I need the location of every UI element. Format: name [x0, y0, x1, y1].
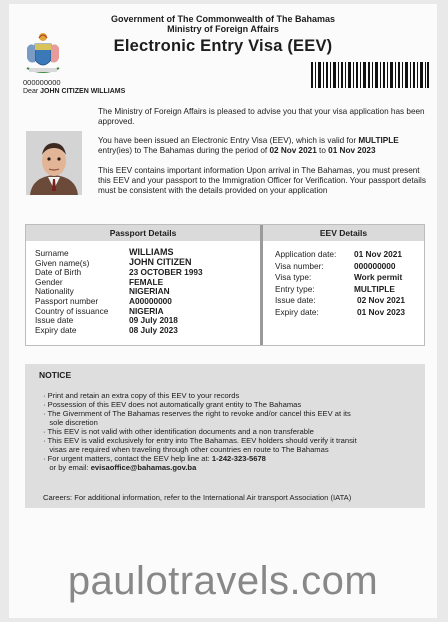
eev-details-heading: EEV Details [263, 225, 424, 241]
validity-text-2: entry(ies) to The Bahamas during the period of [98, 146, 270, 155]
passport-value-issue-date: 09 July 2018 [129, 315, 178, 326]
passport-label-surname: Surname [35, 248, 69, 258]
details-table [25, 224, 425, 346]
email-address: evisaoffice@bahamas.gov.ba [90, 463, 197, 472]
portrait-icon [26, 131, 82, 195]
eev-value-issue-date: 02 Nov 2021 [357, 295, 405, 305]
passport-label-given-names: Given name(s) [35, 257, 90, 268]
passport-value-surname: WILLIAMS [129, 247, 174, 257]
passport-label-country: Country of issuance [35, 305, 109, 316]
eev-label-application-date: Application date: [275, 249, 337, 259]
watermark: paulotravels.com [67, 559, 379, 603]
ministry-name: Ministry of Foreign Affairs [167, 24, 279, 34]
barcode-icon [311, 62, 429, 88]
validity-text-3: to [316, 146, 329, 155]
passport-label-expiry-date: Expiry date [35, 324, 77, 335]
passport-value-number: A00000000 [129, 296, 172, 306]
notice-item: · Print and retain an extra copy of this EEV to your records [43, 391, 240, 400]
eev-value-expiry-date: 01 Nov 2023 [357, 306, 405, 317]
passport-value-dob: 23 OCTOBER 1993 [129, 267, 203, 278]
column-divider [260, 225, 263, 345]
government-name: Government of The Commonwealth of The Bahamas [110, 14, 336, 24]
approval-paragraph: The Ministry of Foreign Affairs is pleased to advise you that your visa application has been approved. [98, 107, 425, 126]
eev-label-issue-date: Issue date: [275, 295, 316, 305]
passport-label-nationality: Nationality [35, 286, 74, 297]
applicant-photo [26, 131, 82, 195]
reference-number: 000000000 [23, 78, 61, 87]
visa-document [9, 4, 437, 618]
passport-label-gender: Gender [35, 276, 63, 287]
passport-value-given-names: JOHN CITIZEN [129, 256, 192, 267]
eev-value-visa-type: Work permit [354, 272, 403, 282]
coat-of-arms-icon [21, 30, 65, 76]
passport-label-issue-date: Issue date [35, 315, 74, 326]
eev-label-visa-number: Visa number: [275, 260, 324, 271]
passport-value-expiry-date: 08 July 2023 [129, 324, 178, 335]
government-header [9, 14, 437, 34]
eev-label-expiry-date: Expiry date: [275, 306, 319, 317]
page-title: Electronic Entry Visa (EEV) [113, 37, 333, 55]
notice-item: · Possession of this EEV does not automatically grant entity to The Bahamas [43, 400, 302, 409]
passport-details-heading: Passport Details [26, 225, 260, 241]
eev-value-entry-type: MULTIPLE [354, 283, 395, 294]
passport-value-nationality: NIGERIAN [129, 286, 170, 297]
notice-heading: NOTICE [39, 370, 72, 380]
email-line [43, 463, 419, 472]
passport-label-dob: Date of Birth [35, 267, 82, 278]
validity-start: 02 Nov 2021 [269, 146, 317, 155]
validity-paragraph [98, 136, 428, 156]
eev-value-visa-number: 000000000 [354, 260, 396, 271]
passport-value-country: NIGERIA [129, 305, 164, 316]
email-prefix: or by email: [43, 463, 91, 472]
validity-text: You have been issued an Electronic Entry Visa (EEV), which is valid for [98, 136, 359, 145]
passport-label-number: Passport number [35, 296, 99, 306]
recipient-name: JOHN CITIZEN WILLIAMS [40, 88, 126, 95]
helpline-number: 1-242-323-5678 [211, 454, 266, 463]
instructions-paragraph: This EEV contains important information Upon arrival in The Bahamas, you must present this EEV and your passport to the Immigration Officer for Verification. Your passport details must be consistent with the details provided on your application [98, 166, 426, 195]
salutation [23, 88, 125, 95]
eev-value-application-date: 01 Nov 2021 [354, 249, 402, 259]
passport-value-gender: FEMALE [129, 276, 164, 287]
validity-end: 01 Nov 2023 [328, 146, 376, 155]
notice-panel [25, 364, 425, 508]
salutation-prefix: Dear [23, 88, 39, 95]
careers-note: Careers: For additional information, refer to the International Air transport Association (IATA) [43, 493, 352, 502]
notice-item: · The Givernment of The Bahamas reserves the right to revoke and/or cancel this EEV at its [43, 409, 351, 418]
notice-item: sole discretion [43, 418, 98, 427]
helpline-line [43, 454, 419, 463]
eev-label-entry-type: Entry type: [275, 283, 315, 294]
eev-label-visa-type: Visa type: [275, 272, 312, 282]
helpline-prefix: · For urgent matters, contact the EEV help line at: [43, 454, 212, 463]
notice-item: · This EEV is not valid with other identification documents and a non transferable [43, 427, 314, 436]
notice-item: visas are required when traveling through other countries en route to The Bahamas [43, 445, 329, 454]
entry-count: MULTIPLE [358, 136, 399, 145]
notice-item: · This EEV is valid exclusively for entry into The Bahamas. EEV holders should verify it transit [43, 436, 357, 445]
